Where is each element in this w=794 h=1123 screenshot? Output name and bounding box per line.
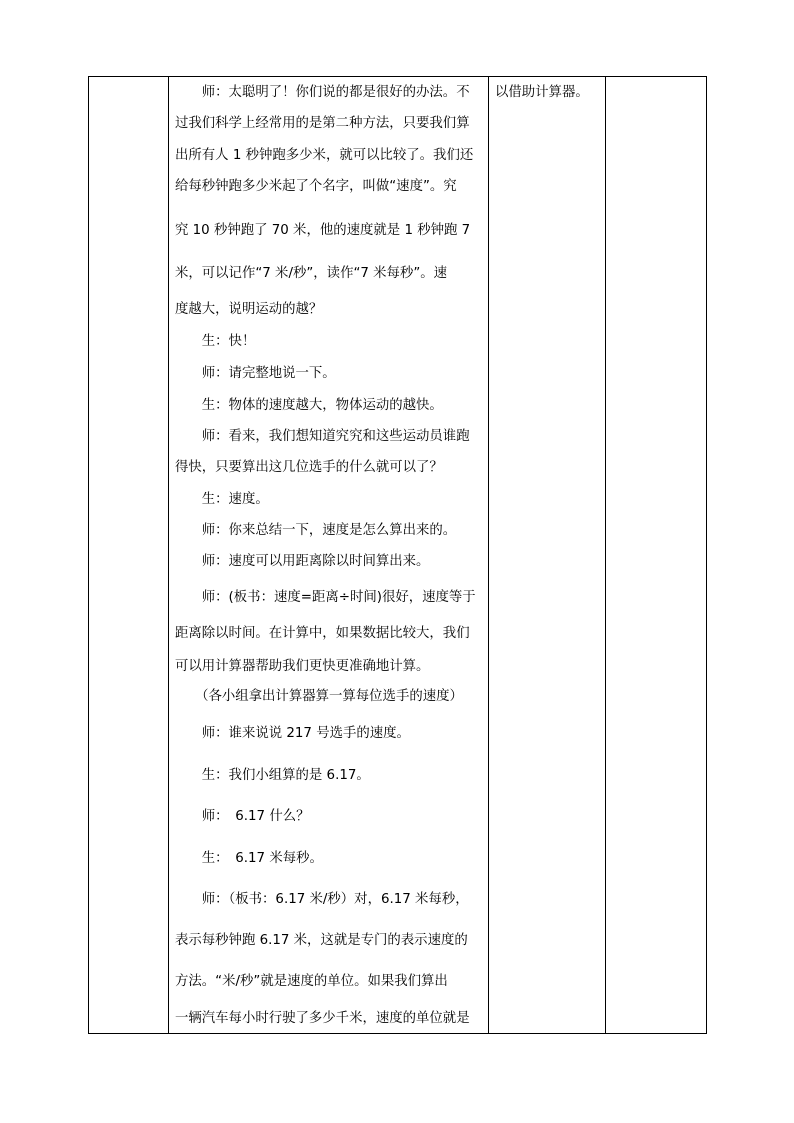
design-intent-note: 以借助计算器。 [495,85,589,100]
column-divider [488,77,489,1033]
lesson-line: 距离除以时间。在计算中，如果数据比较大，我们 [175,626,470,641]
lesson-line: 生： 6.17 米每秒。 [175,851,323,866]
lesson-line: 师：谁来说说 217 号选手的速度。 [175,726,410,741]
lesson-plan-table [88,76,707,1034]
lesson-line: 生：我们小组算的是 6.17。 [175,768,370,783]
column-divider [605,77,606,1033]
lesson-line: 师：太聪明了！你们说的都是很好的办法。不 [175,85,470,100]
lesson-line: 度越大，说明运动的越？ [175,302,323,317]
lesson-line: 一辆汽车每小时行驶了多少千米，速度的单位就是 [175,1011,470,1026]
lesson-line: 过我们科学上经常用的是第二种方法，只要我们算 [175,116,470,131]
lesson-line: 得快，只要算出这几位选手的什么就可以了？ [175,460,443,475]
lesson-line: 师：(板书：速度=距离÷时间)很好，速度等于 [175,590,476,605]
lesson-line: 师：（板书：6.17 米/秒）对，6.17 米每秒， [175,892,469,907]
lesson-line: 师：看来，我们想知道究究和这些运动员谁跑 [175,429,470,444]
column-divider [168,77,169,1033]
lesson-line: 生：速度。 [175,492,269,507]
lesson-line: 方法。“米/秒”就是速度的单位。如果我们算出 [175,974,448,989]
lesson-line: 出所有人 1 秒钟跑多少米，就可以比较了。我们还 [175,148,474,163]
lesson-line: 给每秒钟跑多少米起了个名字，叫做“速度”。究 [175,179,457,194]
lesson-line: 师：你来总结一下，速度是怎么算出来的。 [175,523,457,538]
lesson-line: 米，可以记作“7 米/秒”，读作“7 米每秒”。速 [175,266,448,281]
lesson-line: 生：快！ [175,334,256,349]
lesson-line: 可以用计算器帮助我们更快更准确地计算。 [175,659,430,674]
lesson-line: 师： 6.17 什么？ [175,809,310,824]
lesson-line: 表示每秒钟跑 6.17 米，这就是专门的表示速度的 [175,933,468,948]
lesson-line: （各小组拿出计算器算一算每位选手的速度） [175,689,463,704]
lesson-line: 生：物体的速度越大，物体运动的越快。 [175,398,443,413]
lesson-line: 师：请完整地说一下。 [175,366,336,381]
lesson-line: 师：速度可以用距离除以时间算出来。 [175,554,430,569]
lesson-line: 究 10 秒钟跑了 70 米，他的速度就是 1 秒钟跑 7 [175,223,471,238]
